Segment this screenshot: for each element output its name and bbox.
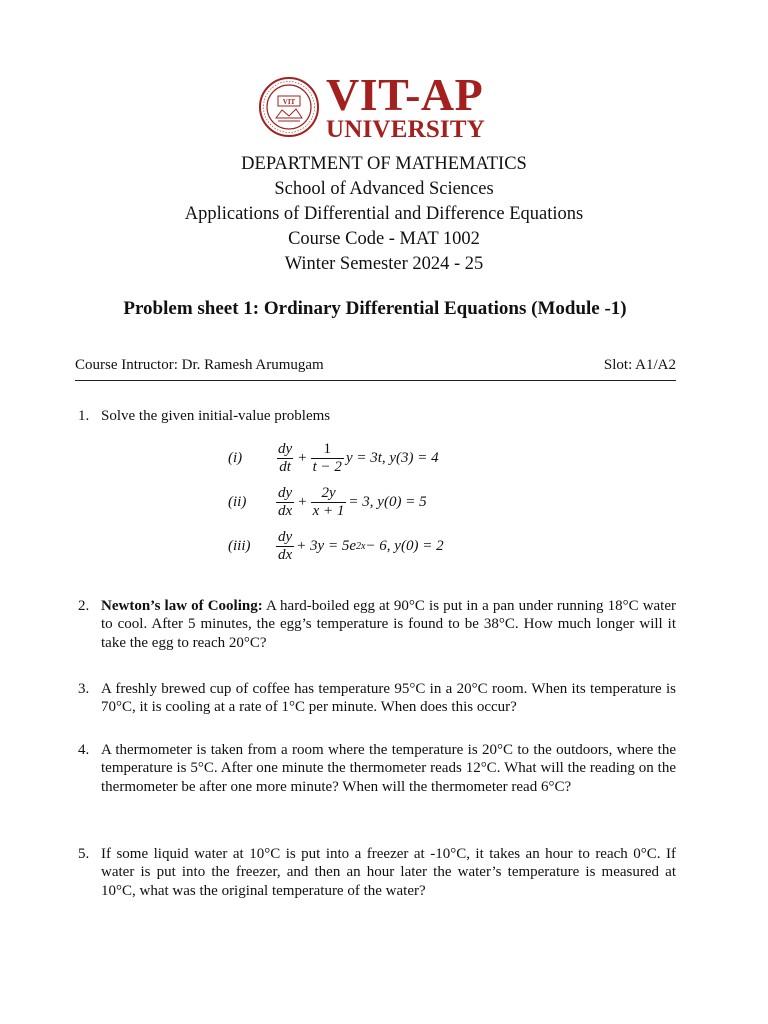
fraction-denominator: t − 2	[312, 458, 342, 475]
problem-1	[78, 407, 676, 425]
university-logo	[258, 69, 498, 144]
document-header	[0, 152, 768, 277]
semester: Winter Semester 2024 - 25	[284, 254, 484, 274]
problem-5	[78, 845, 676, 900]
school-name: School of Advanced Sciences	[274, 179, 494, 199]
fraction-numerator: dy	[278, 484, 293, 501]
fraction-denominator: dt	[279, 458, 291, 475]
equation-i	[228, 438, 558, 478]
university-seal-icon	[258, 74, 320, 140]
equation-rest-a: + 3y = 5e	[296, 537, 356, 554]
course-title: Applications of Differential and Difference Equations	[184, 204, 584, 224]
sheet-title: Problem sheet 1: Ordinary Differential Equations (Module -1)	[123, 298, 627, 319]
brand-wordmark	[326, 69, 485, 143]
problem-number: 1.	[78, 408, 90, 424]
equation-label: (ii)	[228, 494, 247, 510]
seal-text: VIT	[282, 98, 296, 106]
exponent: 2x	[355, 540, 366, 552]
fraction-numerator: dy	[278, 528, 293, 545]
fraction-denominator: dx	[278, 546, 293, 563]
problem-bold-lead: Newton’s law of Cooling:	[101, 598, 263, 614]
problem-number: 4.	[78, 742, 90, 758]
equation-iii	[228, 526, 558, 566]
problem-2	[78, 597, 676, 652]
fraction-numerator: dy	[278, 440, 293, 457]
fraction-numerator: 1	[323, 440, 332, 457]
problem-number: 2.	[78, 598, 90, 614]
problem-number: 3.	[78, 681, 90, 697]
fraction-numerator: 2y	[321, 484, 336, 501]
fraction-denominator: dx	[278, 502, 293, 519]
brand-line-1: VIT-AP	[326, 69, 484, 120]
equation-rest: y = 3t, y(3) = 4	[345, 449, 439, 466]
plus-sign: +	[298, 449, 307, 466]
instructor-name: Course Intructor: Dr. Ramesh Arumugam	[75, 357, 324, 373]
course-code: Course Code - MAT 1002	[288, 229, 480, 249]
problem-text: A thermometer is taken from a room where the temperature is 20°C to the outdoors, where the temperature is 5°C. After one minute the thermometer reads 12°C. What will the reading on the thermometer be after one more minute? When will the thermometer read 6°C?	[101, 742, 676, 795]
equation-label: (iii)	[228, 538, 251, 554]
slot-label: Slot: A1/A2	[603, 357, 676, 373]
problem-text: If some liquid water at 10°C is put into a freezer at -10°C, it takes an hour to reach 0°C. If water is put into the freezer, and then an hour later the water’s temperature is measured at 10°C, what was the original temperature of the water?	[101, 846, 676, 899]
equation-rest-b: − 6, y(0) = 2	[365, 537, 444, 554]
problem-text	[101, 597, 676, 652]
equation-list	[228, 438, 548, 568]
problem-text: Solve the given initial-value problems	[101, 408, 331, 424]
department-name: DEPARTMENT OF MATHEMATICS	[241, 154, 527, 174]
fraction-denominator: x + 1	[312, 502, 345, 519]
header-divider	[75, 380, 676, 381]
equation-rest: = 3, y(0) = 5	[348, 493, 427, 510]
brand-line-2: UNIVERSITY	[326, 116, 485, 143]
equation-ii	[228, 482, 558, 522]
problem-number: 5.	[78, 846, 90, 862]
problem-3	[78, 680, 676, 717]
equation-label: (i)	[228, 450, 243, 466]
plus-sign: +	[298, 493, 307, 510]
problem-body: A hard-boiled egg at 90°C is put in a pan under running 18°C water to cool. After 5 minutes, the egg’s temperature is found to be 38°C. How much longer will it take the egg to reach 20°C?	[101, 598, 677, 651]
problem-text: A freshly brewed cup of coffee has temperature 95°C in a 20°C room. When its temperature is 70°C, it is cooling at a rate of 1°C per minute. When does this occur?	[101, 681, 676, 716]
problem-4	[78, 741, 676, 796]
